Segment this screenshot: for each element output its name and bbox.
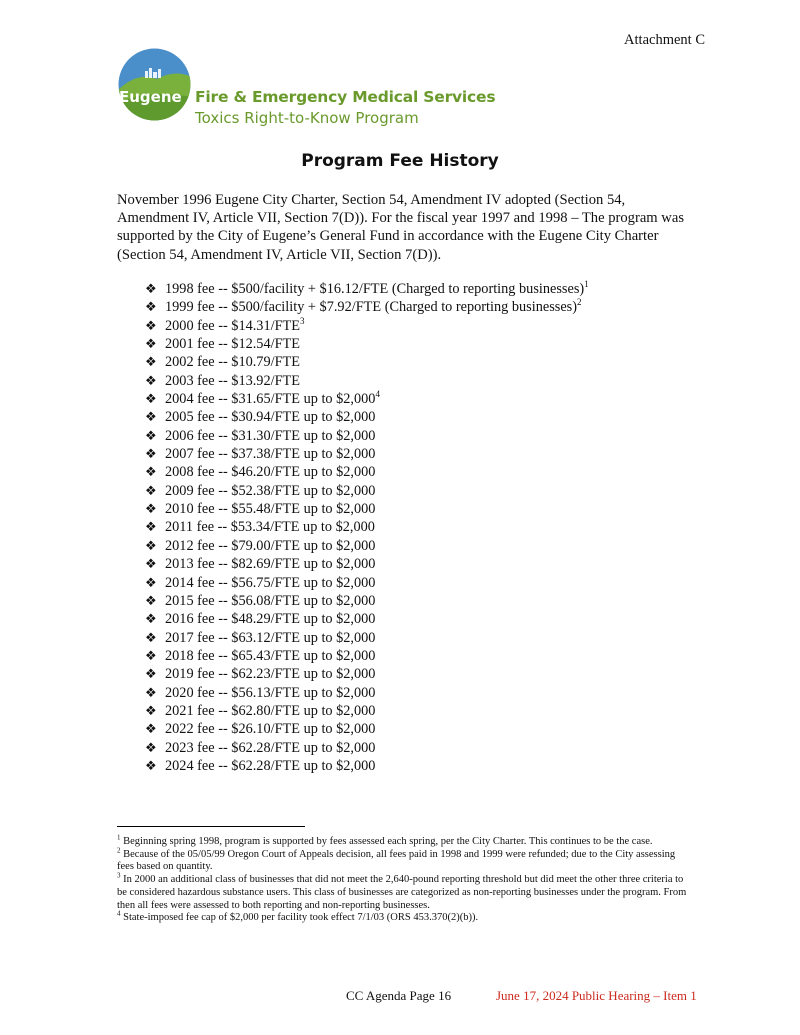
footnote-text: Beginning spring 1998, program is supported by fees assessed each spring, per the City Charter. This continues to be the case. <box>120 836 653 847</box>
fee-item <box>145 647 589 665</box>
bullet-icon: ❖ <box>145 501 157 517</box>
fee-text: 2017 fee -- $63.12/FTE up to $2,000 <box>165 629 376 646</box>
fee-item <box>145 757 589 775</box>
fee-text: 2021 fee -- $62.80/FTE up to $2,000 <box>165 702 376 719</box>
footnote-text: Because of the 05/05/99 Oregon Court of Appeals decision, all fees paid in 1998 and 1999 were refunded; due to the City assessing fees based on quantity. <box>117 848 676 873</box>
bullet-icon: ❖ <box>145 409 157 425</box>
bullet-icon: ❖ <box>145 281 157 296</box>
fee-text: 2019 fee -- $62.23/FTE up to $2,000 <box>165 666 376 683</box>
fee-item <box>145 427 589 445</box>
bullet-icon: ❖ <box>145 702 157 718</box>
fee-item <box>145 574 589 592</box>
footnote-text: State-imposed fee cap of $2,000 per facility took effect 7/1/03 (ORS 453.370(2)(b)). <box>120 912 479 924</box>
fee-text: 2022 fee -- $26.10/FTE up to $2,000 <box>165 721 376 738</box>
fee-item <box>145 518 589 536</box>
fee-text: 2016 fee -- $48.29/FTE up to $2,000 <box>165 611 376 628</box>
fee-text: 1999 fee -- $500/facility + $7.92/FTE (Charged to reporting businesses) <box>165 299 577 316</box>
fee-item <box>145 280 589 298</box>
fee-text: 2018 fee -- $65.43/FTE up to $2,000 <box>165 647 376 664</box>
bullet-icon: ❖ <box>145 611 157 627</box>
footnote <box>117 909 692 925</box>
footnote-number: 2 <box>117 846 121 855</box>
bullet-icon: ❖ <box>145 299 157 315</box>
fee-item <box>145 390 589 408</box>
org-line-2: Toxics Right-to-Know Program <box>195 109 419 127</box>
bullet-icon: ❖ <box>145 666 157 682</box>
fee-text: 1998 fee -- $500/facility + $16.12/FTE (Charged to reporting businesses) <box>165 281 585 297</box>
page-title: Program Fee History <box>301 151 499 171</box>
fee-item <box>145 445 589 463</box>
bullet-icon: ❖ <box>145 354 157 370</box>
fee-text: 2020 fee -- $56.13/FTE up to $2,000 <box>165 684 376 701</box>
organization-name <box>195 87 495 128</box>
fee-item <box>145 665 589 683</box>
footnotes <box>117 833 692 925</box>
fee-text: 2004 fee -- $31.65/FTE up to $2,000 <box>165 391 376 408</box>
fee-text: 2013 fee -- $82.69/FTE up to $2,000 <box>165 556 376 573</box>
attachment-label: Attachment C <box>624 32 705 48</box>
fee-item <box>145 629 589 647</box>
footnote <box>117 833 692 849</box>
bullet-icon: ❖ <box>145 519 157 535</box>
footnote-divider <box>117 826 305 827</box>
fee-item <box>145 353 589 371</box>
footnote-ref: 4 <box>375 389 380 400</box>
fee-item <box>145 555 589 573</box>
bullet-icon: ❖ <box>145 336 157 352</box>
bullet-icon: ❖ <box>145 739 157 755</box>
logo-text: Eugene <box>119 88 182 106</box>
bullet-icon: ❖ <box>145 574 157 590</box>
bullet-icon: ❖ <box>145 556 157 572</box>
bullet-icon: ❖ <box>145 537 157 553</box>
bullet-icon: ❖ <box>145 647 157 663</box>
bullet-icon: ❖ <box>145 482 157 498</box>
bullet-icon: ❖ <box>145 427 157 443</box>
footnote-number: 3 <box>117 871 121 880</box>
fee-text: 2008 fee -- $46.20/FTE up to $2,000 <box>165 464 376 481</box>
fee-text: 2010 fee -- $55.48/FTE up to $2,000 <box>165 501 376 518</box>
fee-item <box>145 463 589 481</box>
fee-text: 2023 fee -- $62.28/FTE up to $2,000 <box>165 739 376 756</box>
fee-item <box>145 610 589 628</box>
footnote <box>117 846 692 874</box>
bullet-icon: ❖ <box>145 372 157 388</box>
agenda-page: CC Agenda Page 16 <box>346 988 452 1003</box>
bullet-icon: ❖ <box>145 721 157 737</box>
footnote-number: 1 <box>117 833 121 842</box>
footnote <box>117 871 692 912</box>
fee-text: 2011 fee -- $53.34/FTE up to $2,000 <box>165 519 375 536</box>
fee-text: 2003 fee -- $13.92/FTE <box>165 372 300 389</box>
fee-text: 2002 fee -- $10.79/FTE <box>165 354 300 371</box>
footnote-ref: 3 <box>300 315 305 326</box>
fee-item <box>145 537 589 555</box>
fee-item <box>145 739 589 757</box>
footnote-ref: 2 <box>577 297 582 308</box>
hearing-label: June 17, 2024 Public Hearing – Item 1 <box>496 988 697 1003</box>
fee-item <box>145 702 589 720</box>
fee-text: 2007 fee -- $37.38/FTE up to $2,000 <box>165 446 376 463</box>
bullet-icon: ❖ <box>145 592 157 608</box>
fee-text: 2015 fee -- $56.08/FTE up to $2,000 <box>165 592 376 609</box>
footnote-ref: 1 <box>584 279 589 290</box>
fee-item <box>145 592 589 610</box>
fee-item <box>145 500 589 518</box>
org-line-1: Fire & Emergency Medical Services <box>195 88 496 106</box>
fee-item <box>145 372 589 390</box>
fee-item <box>145 482 589 500</box>
fee-text: 2001 fee -- $12.54/FTE <box>165 336 300 353</box>
fee-item <box>145 684 589 702</box>
fee-text: 2014 fee -- $56.75/FTE up to $2,000 <box>165 574 376 591</box>
fee-text: 2009 fee -- $52.38/FTE up to $2,000 <box>165 482 376 499</box>
fee-item <box>145 720 589 738</box>
fee-text: 2024 fee -- $62.28/FTE up to $2,000 <box>165 757 376 774</box>
fee-item <box>145 408 589 426</box>
fee-list <box>145 280 589 775</box>
bullet-icon: ❖ <box>145 629 157 645</box>
intro-paragraph: November 1996 Eugene City Charter, Section 54, Amendment IV adopted (Section 54, Amendment IV, Article VII, Section 7(D)). For the fiscal year 1997 and 1998 – The program was supported by the City of Eugene’s General Fund in accordance with the Eugene City Charter (Section 54, Amendment IV, Article VII, Section 7(D)). <box>117 192 684 263</box>
fee-text: 2006 fee -- $31.30/FTE up to $2,000 <box>165 427 376 444</box>
bullet-icon: ❖ <box>145 446 157 462</box>
fee-text: 2000 fee -- $14.31/FTE <box>165 317 300 334</box>
fee-item <box>145 298 589 316</box>
footnote-number: 4 <box>117 909 121 918</box>
eugene-logo <box>117 47 192 122</box>
footnote-text: In 2000 an additional class of businesses that did not meet the 2,640-pound reporting threshold but did meet the other three criteria to be considered hazardous substance users. This class of businesses are categorized as non-reporting businesses under the program. From then all fees were assessed to both reporting and non-reporting businesses. <box>117 874 687 911</box>
fee-text: 2012 fee -- $79.00/FTE up to $2,000 <box>165 537 376 554</box>
fee-text: 2005 fee -- $30.94/FTE up to $2,000 <box>165 409 376 426</box>
fee-item <box>145 335 589 353</box>
bullet-icon: ❖ <box>145 684 157 700</box>
bullet-icon: ❖ <box>145 757 157 773</box>
fee-item <box>145 317 589 335</box>
bullet-icon: ❖ <box>145 464 157 480</box>
bullet-icon: ❖ <box>145 391 157 407</box>
bullet-icon: ❖ <box>145 317 157 333</box>
